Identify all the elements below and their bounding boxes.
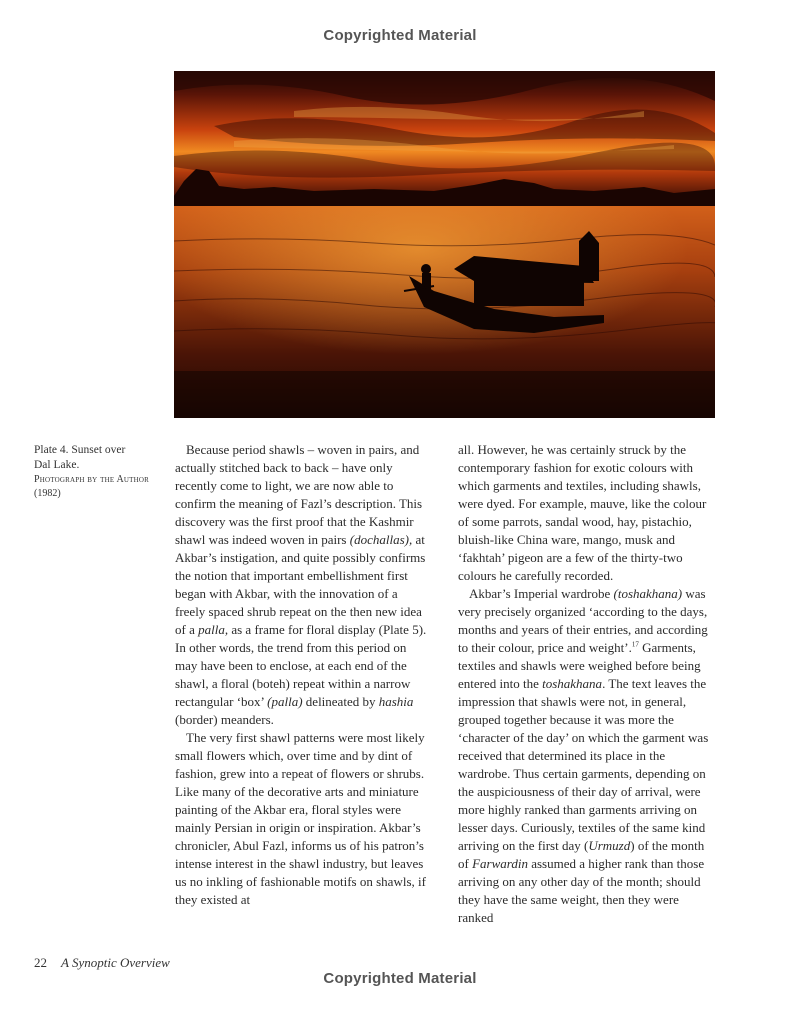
watermark-top: Copyrighted Material [323, 27, 477, 44]
sunset-photo [174, 71, 715, 418]
caption-line-2: Dal Lake. [34, 459, 80, 471]
page-footer [34, 955, 170, 971]
footnote-marker: 17 [631, 640, 639, 649]
text-column-right [458, 441, 716, 927]
watermark-bottom: Copyrighted Material [323, 970, 477, 987]
sunset-photo-image [174, 71, 715, 418]
caption-line-1: Plate 4. Sunset over [34, 444, 126, 456]
photo-caption [34, 443, 159, 500]
caption-credit: Photograph by the Author [34, 474, 150, 485]
page-number: 22 [34, 955, 47, 970]
paragraph: Because period shawls – woven in pairs, and actually stitched back to back – have only recently come to light, we are now able to confirm the meaning of Fazl’s description. This discovery was the first proof that the Kashmir shawl was indeed woven in pairs (dochallas), at Akbar’s instigation, and quite possibly confirms the notion that important embellishment first began with Akbar, with the innovation of a freely spaced shrub repeat on the then new idea of a palla, as a frame for floral display (Plate 5). In other words, the trend from this period on may have been to enclose, at each end of the shawl, a floral (boteh) repeat within a narrow rectangular ‘box’ (palla) delineated by hashia (border) meanders. [175, 442, 427, 727]
paragraph: all. However, he was certainly struck by the contemporary fashion for exotic colours with which garments and textiles, including shawls, were dyed. For example, mauve, like the colour of some parrots, sandal wood, hay, pistachio, bluish-like China ware, mango, musk and ‘fakhtah’ pigeon are a few of the thirty-two colours he carefully recorded. [458, 442, 707, 583]
text-column-left [175, 441, 431, 909]
running-title: A Synoptic Overview [61, 955, 170, 970]
caption-year: (1982) [34, 488, 61, 499]
paragraph: Akbar’s Imperial wardrobe (toshakhana) was very precisely organized ‘according to the days, months and years of their entries, and according to their colour, price and weight’.$^{17}$ Garments, textiles and shawls were weighed before being entered into the toshakhana. The text leaves the impression that shawls were not, in general, grouped together because it was more the ‘character of the day’ on which the garment was received that determined its place in the wardrobe. Thus certain garments, depending on the auspiciousness of their day of arrival, were more highly ranked than garments arriving on lesser days. Curiously, textiles of the same kind arriving on the first day (Urmuzd) of the month of Farwardin assumed a higher rank than those arriving on any other day of the month; should they have the same weight, then they were ranked [458, 586, 709, 925]
paragraph: The very first shawl patterns were most likely small flowers which, over time and by dint of fashion, grew into a repeat of flowers or shrubs. Like many of the decorative arts and miniature painting of the Akbar era, floral styles were mainly Persian in origin or inspiration. Akbar’s chronicler, Abul Fazl, informs us of his patron’s intense interest in the shawl industry, but leaves us no inkling of fashionable motifs on shawls, if they existed at [175, 730, 426, 907]
